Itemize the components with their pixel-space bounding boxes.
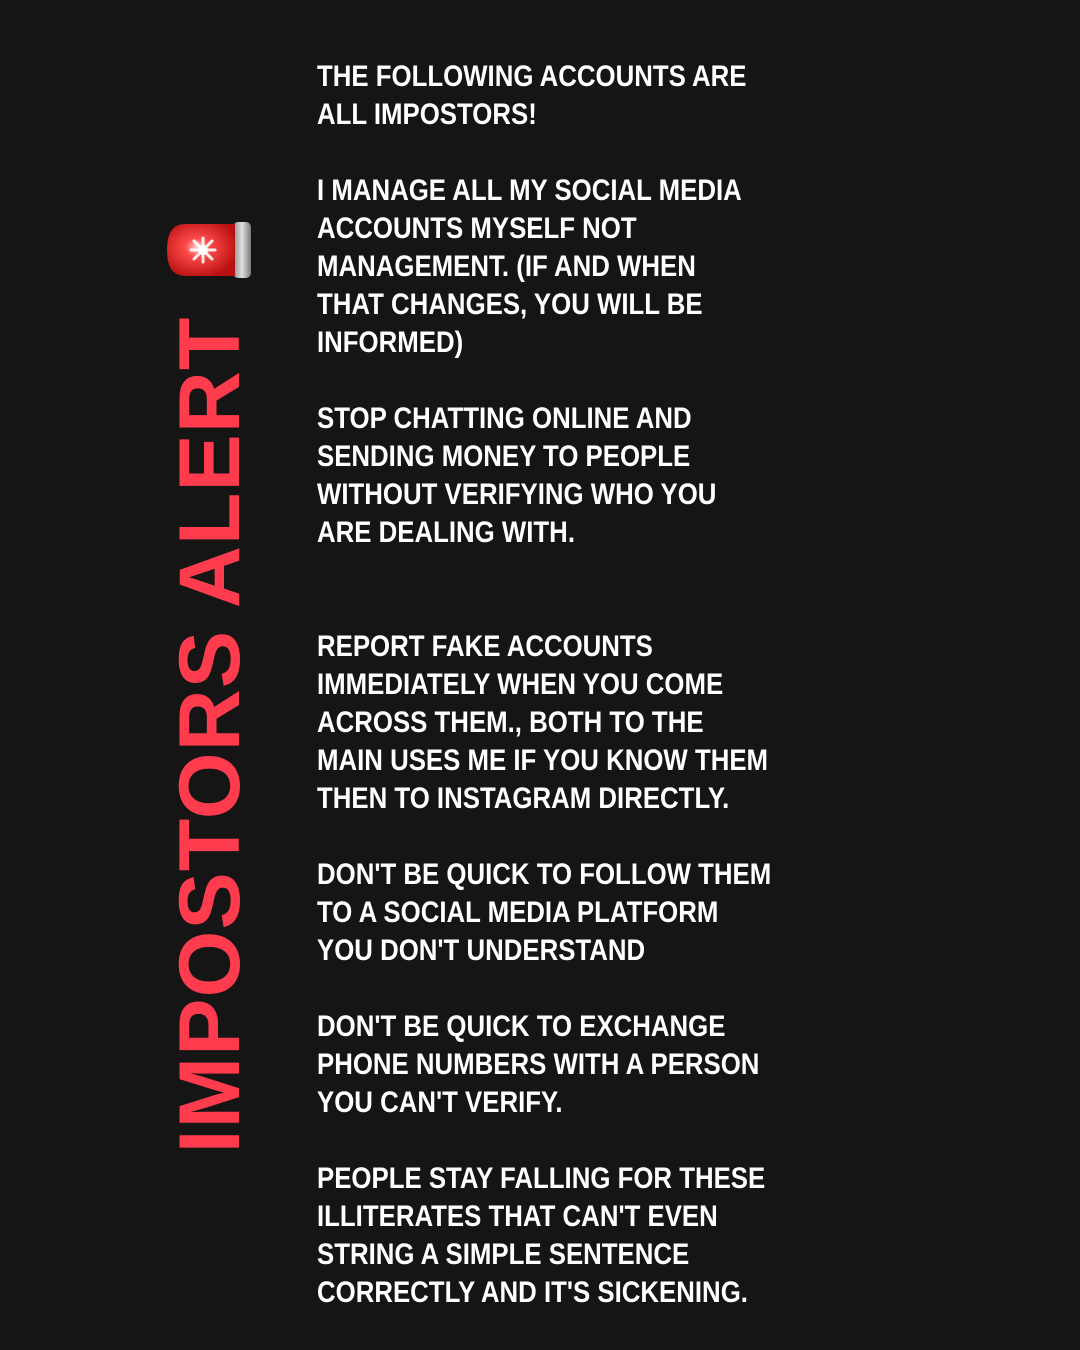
paragraph-dont-exchange-numbers: DON'T BE QUICK TO EXCHANGE PHONE NUMBERS WITH A PERSON YOU CAN'T VERIFY.: [317, 1010, 760, 1119]
message-body: [317, 58, 953, 1312]
paragraph-people-falling: PEOPLE STAY FALLING FOR THESE ILLITERATES THAT CAN'T EVEN STRING A SIMPLE SENTENCE CORRECTLY AND IT'S SICKENING.: [317, 1162, 766, 1309]
paragraph-impostors: THE FOLLOWING ACCOUNTS ARE ALL IMPOSTORS!: [317, 60, 747, 131]
police-siren-icon: [163, 216, 255, 284]
impostors-alert-title: IMPOSTORS ALERT: [162, 316, 258, 1154]
paragraph-self-managed: I MANAGE ALL MY SOCIAL MEDIA ACCOUNTS MYSELF NOT MANAGEMENT. (IF AND WHEN THAT CHANGES, YOU WILL BE INFORMED): [317, 174, 742, 359]
paragraph-stop-sending-money: STOP CHATTING ONLINE AND SENDING MONEY TO PEOPLE WITHOUT VERIFYING WHO YOU ARE DEALING WITH.: [317, 402, 717, 549]
paragraph-dont-follow: DON'T BE QUICK TO FOLLOW THEM TO A SOCIAL MEDIA PLATFORM YOU DON'T UNDERSTAND: [317, 858, 772, 967]
paragraph-report-fake-accounts: REPORT FAKE ACCOUNTS IMMEDIATELY WHEN YOU COME ACROSS THEM., BOTH TO THE MAIN USES ME IF YOU KNOW THEM THEN TO INSTAGRAM DIRECTLY.: [317, 630, 769, 815]
